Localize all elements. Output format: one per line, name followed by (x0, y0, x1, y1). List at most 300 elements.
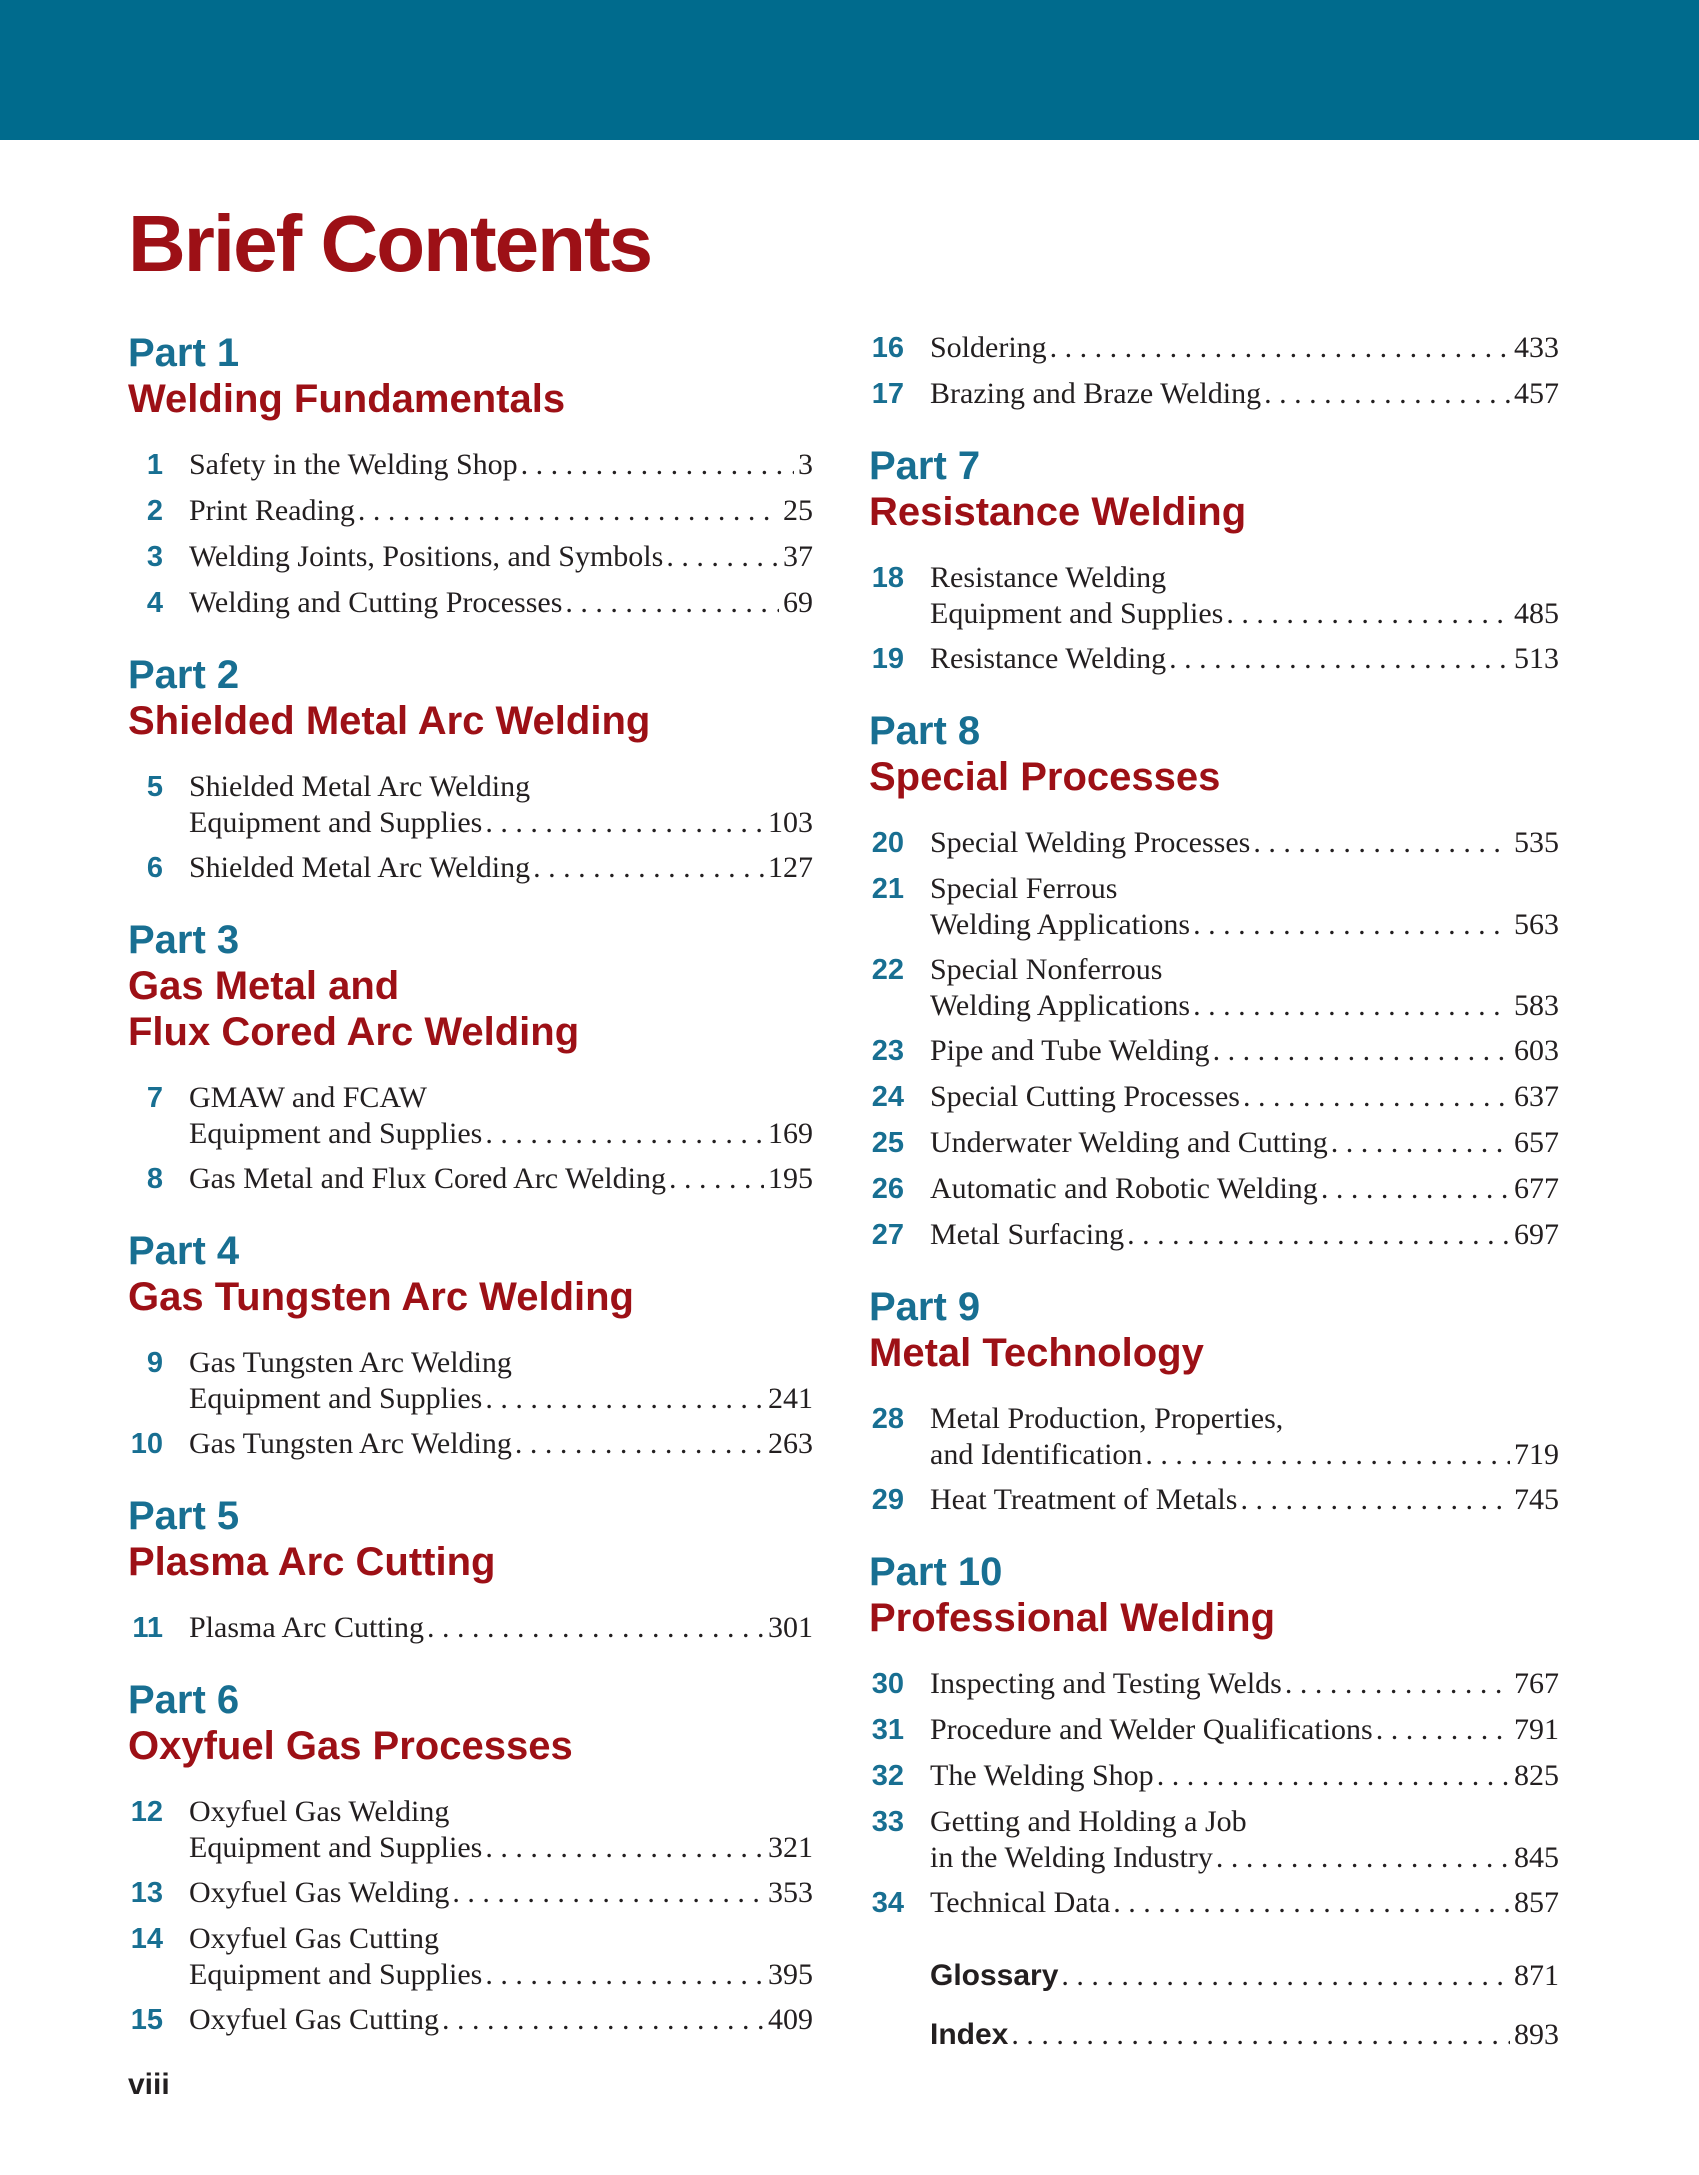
part-heading (869, 443, 1559, 535)
chapter-title-text: Soldering (930, 331, 1047, 364)
entry-body (930, 1125, 1559, 1162)
entry-body (189, 493, 813, 530)
page-number: 263 (768, 1427, 813, 1460)
entry-line (189, 805, 813, 841)
toc-entry (128, 447, 813, 484)
part-number-label: Part 1 (128, 331, 240, 375)
entry-body (930, 641, 1559, 678)
toc-entry (869, 330, 1559, 367)
chapter-title-text: Welding and Cutting Processes (189, 586, 563, 619)
entry-body (189, 1345, 813, 1417)
toc-entry (869, 376, 1559, 413)
chapter-number: 15 (130, 2004, 163, 2036)
entry-body (930, 1079, 1559, 1116)
page-number: 457 (1514, 377, 1559, 410)
entry-line (930, 952, 1559, 988)
chapter-title-text: Special Ferrous (930, 872, 1118, 905)
dot-leader (485, 1957, 764, 1993)
entry-body (189, 539, 813, 576)
chapter-number: 32 (871, 1760, 904, 1792)
part-section (869, 330, 1559, 413)
page-number: 321 (768, 1831, 813, 1864)
entry-body (189, 850, 813, 887)
entry-body (930, 1217, 1559, 1254)
entry-body (189, 1921, 813, 1993)
dot-leader (442, 2002, 764, 2038)
dot-leader (666, 539, 779, 575)
chapter-number: 19 (871, 643, 904, 675)
chapter-title-text: Plasma Arc Cutting (189, 1611, 424, 1644)
entry-line (189, 1921, 813, 1957)
dot-leader (521, 447, 794, 483)
entry-body (930, 1958, 1559, 1994)
toc-entry (128, 2002, 813, 2039)
entry-line (930, 1033, 1559, 1069)
entry-line (930, 1217, 1559, 1253)
entry-line (930, 1958, 1559, 1994)
toc-column-right (869, 330, 1559, 2076)
entry-body (930, 871, 1559, 943)
dot-leader (1145, 1437, 1510, 1473)
entry-body (930, 1482, 1559, 1519)
toc-entry (869, 1125, 1559, 1162)
entry-line (930, 871, 1559, 907)
page-number: 241 (768, 1382, 813, 1415)
chapter-title-text: Resistance Welding (930, 561, 1167, 594)
chapter-number: 10 (130, 1428, 163, 1460)
entry-line (930, 2017, 1559, 2053)
chapter-title-text: Resistance Welding (930, 642, 1167, 675)
part-title-line: Plasma Arc Cutting (128, 1540, 496, 1584)
part-number-label: Part 10 (869, 1550, 1003, 1594)
chapter-number: 23 (871, 1035, 904, 1067)
part-section (869, 443, 1559, 678)
entry-body (189, 1794, 813, 1866)
chapter-number: 5 (146, 771, 163, 803)
part-number-label: Part 2 (128, 653, 240, 697)
entry-line (930, 560, 1559, 596)
entry-body (189, 1080, 813, 1152)
chapter-title-text: Shielded Metal Arc Welding (189, 851, 531, 884)
entry-body (189, 769, 813, 841)
chapter-title-text: in the Welding Industry (930, 1841, 1213, 1874)
dot-leader (1157, 1758, 1510, 1794)
chapter-number: 30 (871, 1668, 904, 1700)
part-section (869, 1549, 1559, 1922)
toc-entry (869, 871, 1559, 943)
part-heading (128, 917, 813, 1055)
chapter-title-text: Procedure and Welder Qualifications (930, 1713, 1373, 1746)
part-number-label: Part 9 (869, 1285, 981, 1329)
chapter-title-text: Safety in the Welding Shop (189, 448, 518, 481)
page-content (0, 199, 1699, 2076)
toc-entry (128, 1426, 813, 1463)
entry-line (189, 1875, 813, 1911)
part-title-line: Gas Tungsten Arc Welding (128, 1275, 634, 1319)
dot-leader (452, 1875, 764, 1911)
chapter-number: 24 (871, 1081, 904, 1113)
part-number-label: Part 7 (869, 444, 981, 488)
dot-leader (1113, 1885, 1510, 1921)
entry-body (930, 952, 1559, 1024)
chapter-title-text: Getting and Holding a Job (930, 1805, 1247, 1838)
chapter-title-text: Metal Surfacing (930, 1218, 1125, 1251)
entry-line (189, 1830, 813, 1866)
part-section (128, 1677, 813, 2039)
toc-entry (869, 641, 1559, 678)
chapter-title-text: Welding Joints, Positions, and Symbols (189, 540, 664, 573)
page-number: 513 (1514, 642, 1559, 675)
dot-leader (485, 805, 764, 841)
chapter-title-text: Gas Metal and Flux Cored Arc Welding (189, 1162, 666, 1195)
entry-body (189, 1426, 813, 1463)
chapter-number: 6 (146, 852, 163, 884)
entry-line (189, 1957, 813, 1993)
chapter-number: 16 (871, 332, 904, 364)
entry-line (930, 1666, 1559, 1702)
page-number: 195 (768, 1162, 813, 1195)
folio-page-number: viii (128, 2068, 170, 2101)
entry-line (930, 1482, 1559, 1518)
chapter-number: 22 (871, 954, 904, 986)
chapter-title-text: Inspecting and Testing Welds (930, 1667, 1282, 1700)
chapter-title-text: Gas Tungsten Arc Welding (189, 1427, 512, 1460)
part-title-line: Welding Fundamentals (128, 377, 566, 421)
toc-entry (128, 493, 813, 530)
chapter-title-text: Special Cutting Processes (930, 1080, 1240, 1113)
part-heading (128, 330, 813, 422)
page-number: 409 (768, 2003, 813, 2036)
entry-body (930, 376, 1559, 413)
entry-body (930, 1885, 1559, 1922)
chapter-number: 31 (871, 1714, 904, 1746)
entry-line (930, 988, 1559, 1024)
chapter-number: 11 (132, 1612, 163, 1644)
entry-line (930, 825, 1559, 861)
entry-line (930, 1437, 1559, 1473)
part-heading (128, 1228, 813, 1320)
toc-entry (128, 585, 813, 622)
page-number: 563 (1514, 908, 1559, 941)
chapter-number: 25 (871, 1127, 904, 1159)
toc-entry (128, 1794, 813, 1866)
entry-line (930, 1712, 1559, 1748)
entry-line (930, 1758, 1559, 1794)
toc-entry (869, 1482, 1559, 1519)
chapter-title-text: Heat Treatment of Metals (930, 1483, 1238, 1516)
dot-leader (669, 1161, 764, 1197)
toc-entry (128, 769, 813, 841)
toc-entry (869, 1666, 1559, 1703)
toc-entry (128, 1345, 813, 1417)
entry-line (930, 376, 1559, 412)
part-title-line: Metal Technology (869, 1331, 1204, 1375)
chapter-number: 2 (146, 495, 163, 527)
entry-body (189, 2002, 813, 2039)
toc-entry (128, 1875, 813, 1912)
chapter-number: 28 (871, 1403, 904, 1435)
page-number: 603 (1514, 1034, 1559, 1067)
backmatter-label: Index (930, 2018, 1009, 2051)
entry-line (189, 1381, 813, 1417)
chapter-title-text: and Identification (930, 1438, 1143, 1471)
entry-body (930, 330, 1559, 367)
dot-leader (1011, 2017, 1510, 2053)
chapter-number: 34 (871, 1887, 904, 1919)
entry-line (189, 585, 813, 621)
toc-entry (869, 1712, 1559, 1749)
entry-body (930, 1758, 1559, 1795)
entry-line (189, 539, 813, 575)
entry-body (189, 447, 813, 484)
part-number-label: Part 4 (128, 1229, 240, 1273)
header-bar (0, 0, 1699, 140)
toc-entry (869, 825, 1559, 862)
entry-line (189, 493, 813, 529)
entry-body (189, 585, 813, 622)
page-number: 37 (783, 540, 813, 573)
chapter-number: 17 (871, 378, 904, 410)
part-section (128, 917, 813, 1198)
part-heading (128, 1493, 813, 1585)
toc-entry (869, 1217, 1559, 1254)
chapter-number: 12 (130, 1796, 163, 1828)
page-number: 893 (1514, 2018, 1559, 2051)
part-heading (869, 708, 1559, 800)
toc-entry (869, 1804, 1559, 1876)
entry-line (189, 1426, 813, 1462)
entry-line (930, 907, 1559, 943)
part-section (869, 1958, 1559, 2053)
chapter-number: 33 (871, 1806, 904, 1838)
page-number: 103 (768, 806, 813, 839)
entry-line (189, 1161, 813, 1197)
entry-line (930, 641, 1559, 677)
page-number: 433 (1514, 331, 1559, 364)
entry-line (930, 330, 1559, 366)
chapter-number: 18 (871, 562, 904, 594)
entry-line (930, 1125, 1559, 1161)
page-number: 657 (1514, 1126, 1559, 1159)
page-number: 719 (1514, 1438, 1559, 1471)
toc-entry (128, 850, 813, 887)
dot-leader (1127, 1217, 1510, 1253)
chapter-title-text: Brazing and Braze Welding (930, 377, 1262, 410)
chapter-title-text: Shielded Metal Arc Welding (189, 770, 531, 803)
dot-leader (565, 585, 779, 621)
entry-line (930, 596, 1559, 632)
chapter-title-text: Welding Applications (930, 908, 1191, 941)
chapter-number: 9 (146, 1347, 163, 1379)
toc-entry (128, 1921, 813, 1993)
chapter-number: 7 (146, 1082, 163, 1114)
chapter-number (869, 2017, 904, 2053)
page-number: 583 (1514, 989, 1559, 1022)
chapter-number: 14 (130, 1923, 163, 1955)
toc-entry (128, 1610, 813, 1647)
part-heading (869, 1284, 1559, 1376)
toc-entry (869, 560, 1559, 632)
dot-leader (1193, 907, 1510, 943)
dot-leader (1264, 376, 1510, 412)
chapter-number: 21 (871, 873, 904, 905)
part-number-label: Part 3 (128, 918, 240, 962)
entry-line (189, 850, 813, 886)
entry-body (189, 1610, 813, 1647)
page-number: 677 (1514, 1172, 1559, 1205)
chapter-title-text: Oxyfuel Gas Welding (189, 1876, 450, 1909)
page-number: 745 (1514, 1483, 1559, 1516)
entry-body (189, 1875, 813, 1912)
part-section (128, 652, 813, 887)
chapter-number: 26 (871, 1173, 904, 1205)
part-number-label: Part 6 (128, 1678, 240, 1722)
dot-leader (1061, 1958, 1510, 1994)
chapter-title-text: GMAW and FCAW (189, 1081, 427, 1114)
entry-body (930, 1401, 1559, 1473)
entry-line (930, 1840, 1559, 1876)
page-number: 395 (768, 1958, 813, 1991)
entry-body (930, 1712, 1559, 1749)
chapter-title-text: Pipe and Tube Welding (930, 1034, 1210, 1067)
page-number: 825 (1514, 1759, 1559, 1792)
chapter-number (869, 1958, 904, 1994)
part-title-line: Resistance Welding (869, 490, 1247, 534)
toc-entry (869, 1758, 1559, 1795)
chapter-title-text: Equipment and Supplies (930, 597, 1224, 630)
page-number: 3 (798, 448, 813, 481)
dot-leader (1253, 825, 1510, 861)
page-number: 791 (1514, 1713, 1559, 1746)
dot-leader (1331, 1125, 1510, 1161)
chapter-number: 1 (146, 449, 163, 481)
page-number: 25 (783, 494, 813, 527)
page-number: 767 (1514, 1667, 1559, 1700)
entry-line (930, 1171, 1559, 1207)
page-number: 697 (1514, 1218, 1559, 1251)
backmatter-entry (869, 2017, 1559, 2053)
page-number: 637 (1514, 1080, 1559, 1113)
page-number: 535 (1514, 826, 1559, 859)
backmatter-label: Glossary (930, 1959, 1059, 1992)
chapter-title-text: Technical Data (930, 1886, 1111, 1919)
chapter-title-text: Equipment and Supplies (189, 1958, 483, 1991)
toc-entry (869, 1033, 1559, 1070)
dot-leader (427, 1610, 764, 1646)
page-number: 871 (1514, 1959, 1559, 1992)
toc-column-left (128, 330, 813, 2076)
dot-leader (1285, 1666, 1510, 1702)
entry-line (930, 1885, 1559, 1921)
part-title-line: Gas Metal and (128, 964, 400, 1008)
page-number: 301 (768, 1611, 813, 1644)
chapter-title-text: Automatic and Robotic Welding (930, 1172, 1318, 1205)
chapter-number: 4 (146, 587, 163, 619)
dot-leader (1240, 1482, 1510, 1518)
entry-line (189, 1116, 813, 1152)
dot-leader (485, 1830, 764, 1866)
part-section (128, 1493, 813, 1647)
page-number: 845 (1514, 1841, 1559, 1874)
toc-entry (128, 1161, 813, 1198)
chapter-title-text: Special Welding Processes (930, 826, 1251, 859)
chapter-title-text: Oxyfuel Gas Cutting (189, 2003, 439, 2036)
page-number: 485 (1514, 597, 1559, 630)
entry-line (189, 1794, 813, 1830)
toc-entry (869, 1171, 1559, 1208)
chapter-title-text: Equipment and Supplies (189, 1831, 483, 1864)
dot-leader (485, 1116, 764, 1152)
part-heading (128, 1677, 813, 1769)
part-title-line: Professional Welding (869, 1596, 1275, 1640)
page-number: 857 (1514, 1886, 1559, 1919)
dot-leader (1050, 330, 1510, 366)
chapter-title-text: The Welding Shop (930, 1759, 1154, 1792)
entry-body (930, 1171, 1559, 1208)
chapter-title-text: Equipment and Supplies (189, 1382, 483, 1415)
entry-line (189, 1080, 813, 1116)
entry-line (189, 1345, 813, 1381)
chapter-title-text: Welding Applications (930, 989, 1191, 1022)
chapter-title-text: Special Nonferrous (930, 953, 1163, 986)
part-heading (869, 1549, 1559, 1641)
part-heading (128, 652, 813, 744)
chapter-title-text: Underwater Welding and Cutting (930, 1126, 1328, 1159)
dot-leader (1213, 1033, 1510, 1069)
chapter-number: 13 (130, 1877, 163, 1909)
chapter-title-text: Print Reading (189, 494, 355, 527)
entry-line (189, 447, 813, 483)
part-section (869, 1284, 1559, 1519)
chapter-number: 3 (146, 541, 163, 573)
entry-body (930, 825, 1559, 862)
chapter-title-text: Gas Tungsten Arc Welding (189, 1346, 512, 1379)
chapter-number: 29 (871, 1484, 904, 1516)
toc-entry (869, 952, 1559, 1024)
toc-entry (869, 1401, 1559, 1473)
chapter-number: 20 (871, 827, 904, 859)
page-number: 353 (768, 1876, 813, 1909)
dot-leader (1321, 1171, 1510, 1207)
entry-body (930, 560, 1559, 632)
dot-leader (485, 1381, 764, 1417)
chapter-title-text: Oxyfuel Gas Welding (189, 1795, 450, 1828)
chapter-number: 27 (871, 1219, 904, 1251)
page-number: 69 (783, 586, 813, 619)
part-title-line: Oxyfuel Gas Processes (128, 1724, 573, 1768)
backmatter-entry (869, 1958, 1559, 1994)
chapter-title-text: Equipment and Supplies (189, 1117, 483, 1150)
entry-body (930, 2017, 1559, 2053)
entry-line (930, 1804, 1559, 1840)
dot-leader (1226, 596, 1510, 632)
dot-leader (1169, 641, 1510, 677)
toc-entry (869, 1885, 1559, 1922)
dot-leader (358, 493, 779, 529)
entry-body (930, 1033, 1559, 1070)
entry-body (930, 1666, 1559, 1703)
chapter-title-text: Equipment and Supplies (189, 806, 483, 839)
page-number: 169 (768, 1117, 813, 1150)
entry-line (930, 1401, 1559, 1437)
part-section (869, 708, 1559, 1254)
toc-entry (128, 539, 813, 576)
part-number-label: Part 8 (869, 709, 981, 753)
dot-leader (1376, 1712, 1510, 1748)
page-title: Brief Contents (128, 199, 652, 288)
page-number: 127 (768, 851, 813, 884)
part-section (128, 1228, 813, 1463)
